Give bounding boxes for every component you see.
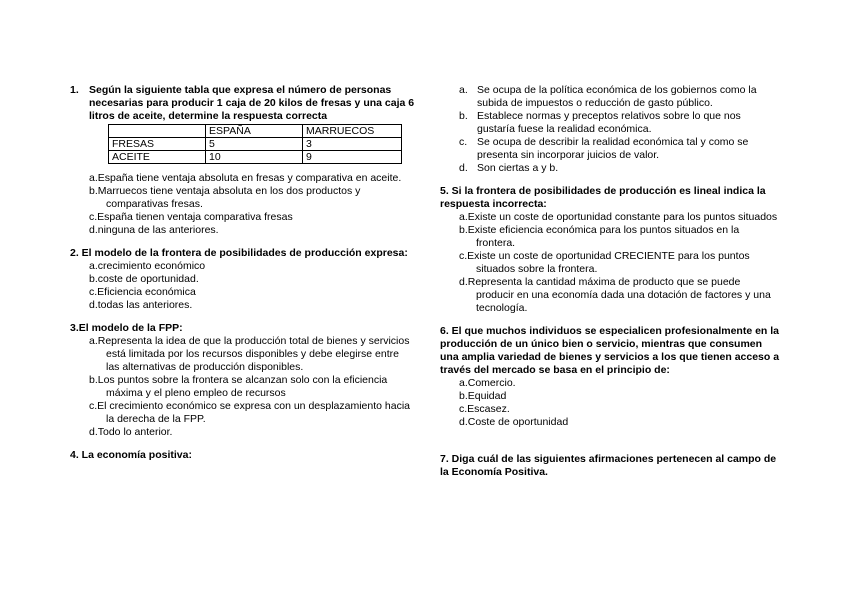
option-letter: c. bbox=[459, 136, 468, 148]
question-2-text: 2. El modelo de la frontera de posibilidades de producción expresa: bbox=[70, 247, 408, 259]
table-header-cell: MARRUECOS bbox=[303, 125, 402, 138]
question-1-option-b: b.Marruecos tiene ventaja absoluta en los dos productos y comparativas fresas. bbox=[89, 185, 361, 210]
question-1-option-c: c.España tienen ventaja comparativa fresas bbox=[89, 211, 293, 223]
question-4-option-d bbox=[440, 162, 780, 175]
question-1 bbox=[70, 84, 415, 123]
question-1-option-a: a.España tiene ventaja absoluta en fresas y comparativa en aceite. bbox=[89, 172, 402, 184]
question-6-option-c: c.Escasez. bbox=[459, 403, 510, 415]
question-4-option-c bbox=[440, 136, 780, 162]
table-cell: 10 bbox=[206, 151, 303, 164]
table-header-cell: ESPAÑA bbox=[206, 125, 303, 138]
option-text: Son ciertas a y b. bbox=[477, 162, 559, 174]
question-5-option-b: b.Existe eficiencia económica para los puntos situados en la frontera. bbox=[459, 224, 740, 249]
labor-table bbox=[108, 124, 402, 164]
option-text: Establece normas y preceptos relativos sobre lo que nos gustaría fuese la realidad económica. bbox=[477, 110, 741, 135]
question-3-option-a: a.Representa la idea de que la producción total de bienes y servicios está limitada por los recursos disponibles y debe elegirse entre las alternativas de producción disponibles. bbox=[89, 335, 410, 373]
question-2-option-a: a.crecimiento económico bbox=[89, 260, 206, 272]
option-text: Se ocupa de describir la realidad económica tal y como se presenta sin incorporar juicios de valor. bbox=[477, 136, 749, 161]
question-1-text: Según la siguiente tabla que expresa el número de personas necesarias para producir 1 caja de 20 kilos de fresas y una caja 6 litros de aceite, determine la respuesta correcta bbox=[89, 84, 415, 122]
question-7-text: 7. Diga cuál de las siguientes afirmaciones pertenecen al campo de la Economía Positiva. bbox=[440, 453, 777, 478]
question-6-option-d: d.Coste de oportunidad bbox=[459, 416, 569, 428]
option-letter: a. bbox=[459, 84, 468, 96]
option-letter: b. bbox=[459, 110, 468, 122]
question-4-option-a bbox=[440, 84, 780, 110]
question-2-option-d: d.todas las anteriores. bbox=[89, 299, 193, 311]
question-1-number: 1. bbox=[70, 84, 79, 96]
left-column bbox=[70, 84, 415, 462]
question-5-option-a: a.Existe un coste de oportunidad constante para los puntos situados bbox=[459, 211, 778, 223]
question-5-option-d: d.Representa la cantidad máxima de producto que se puede producir en una economía dada una dotación de factores y una tecnología. bbox=[459, 276, 771, 314]
question-3-text: 3.El modelo de la FPP: bbox=[70, 322, 183, 334]
question-2-option-c: c.Eficiencia económica bbox=[89, 286, 196, 298]
question-2-option-b: b.coste de oportunidad. bbox=[89, 273, 199, 285]
question-6-option-b: b.Equidad bbox=[459, 390, 507, 402]
question-6-text: 6. El que muchos individuos se especialicen profesionalmente en la producción de un único bien o servicio, mientras que consumen una amplia variedad de bienes y servicios a los que tienen acceso a través del mercado se basa en el principio de: bbox=[440, 325, 780, 376]
table-cell: FRESAS bbox=[109, 138, 206, 151]
table-row bbox=[109, 138, 402, 151]
question-1-option-d: d.ninguna de las anteriores. bbox=[89, 224, 219, 236]
table-cell: 3 bbox=[303, 138, 402, 151]
question-4-text: 4. La economía positiva: bbox=[70, 449, 192, 461]
table-header-cell bbox=[109, 125, 206, 138]
question-4-option-b bbox=[440, 110, 780, 136]
option-letter: d. bbox=[459, 162, 468, 174]
question-3-option-c: c.El crecimiento económico se expresa con un desplazamiento hacia la derecha de la FPP. bbox=[89, 400, 411, 425]
question-3-option-b: b.Los puntos sobre la frontera se alcanzan solo con la eficiencia máxima y el pleno empleo de recursos bbox=[89, 374, 388, 399]
table-cell: ACEITE bbox=[109, 151, 206, 164]
question-6-option-a: a.Comercio. bbox=[459, 377, 516, 389]
table-cell: 9 bbox=[303, 151, 402, 164]
table-header-row bbox=[109, 125, 402, 138]
right-column bbox=[440, 84, 780, 479]
table-cell: 5 bbox=[206, 138, 303, 151]
question-5-text: 5. Si la frontera de posibilidades de producción es lineal indica la respuesta incorrecta: bbox=[440, 185, 766, 210]
question-5-option-c: c.Existe un coste de oportunidad CRECIENTE para los puntos situados sobre la frontera. bbox=[459, 250, 750, 275]
question-3-option-d: d.Todo lo anterior. bbox=[89, 426, 173, 438]
table-row bbox=[109, 151, 402, 164]
option-text: Se ocupa de la política económica de los gobiernos como la subida de impuestos o reducción de gasto público. bbox=[477, 84, 757, 109]
